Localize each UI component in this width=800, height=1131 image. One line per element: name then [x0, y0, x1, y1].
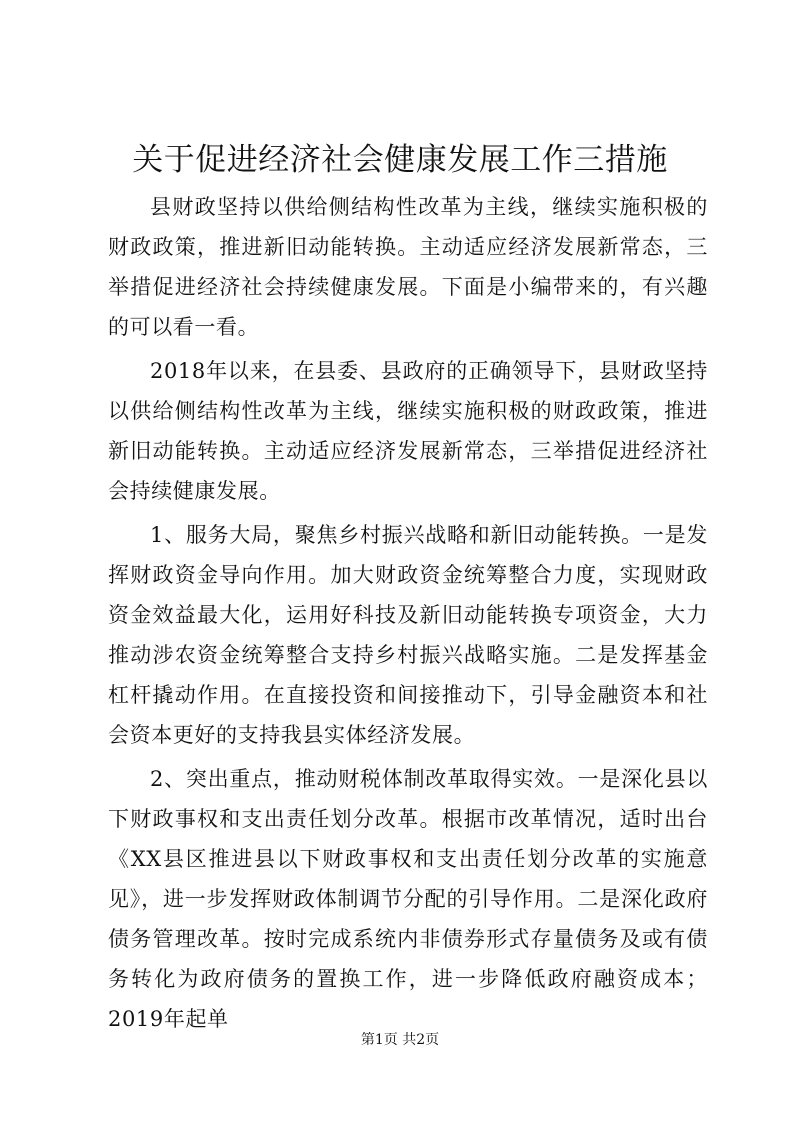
page-footer: 第1页 共2页 — [360, 1032, 440, 1048]
paragraph-intro: 县财政坚持以供给侧结构性改革为主线，继续实施积极的财政政策，推进新旧动能转换。主动适应经济发展新常态，三举措促进经济社会持续健康发展。下面是小编带来的，有兴趣的可以看一看。 — [108, 195, 708, 339]
paragraph-background: 2018年以来，在县委、县政府的正确领导下，县财政坚持以供给侧结构性改革为主线，继续实施积极的财政政策，推进新旧动能转换。主动适应经济发展新常态，三举措促进经济社会持续健康发展。 — [108, 359, 708, 503]
paragraph-measure-2: 2、突出重点，推动财税体制改革取得实效。一是深化县以下财政事权和支出责任划分改革。根据市改革情况，适时出台《XX县区推进县以下财政事权和支出责任划分改革的实施意见》，进一步发挥财政体制调节分配的引导作用。二是深化政府债务管理改革。按时完成系统内非债券形式存量债务及或有债务转化为政府债务的置换工作，进一步降低政府融资成本；2019年起单 — [108, 767, 708, 1031]
document-body — [108, 187, 708, 1043]
paragraph-measure-1: 1、服务大局，聚焦乡村振兴战略和新旧动能转换。一是发挥财政资金导向作用。加大财政资金统筹整合力度，实现财政资金效益最大化，运用好科技及新旧动能转换专项资金，大力推动涉农资金统筹整合支持乡村振兴战略实施。二是发挥基金杠杆撬动作用。在直接投资和间接推动下，引导金融资本和社会资本更好的支持我县实体经济发展。 — [108, 523, 708, 747]
page-title: 关于促进经济社会健康发展工作三措施 — [132, 142, 668, 178]
